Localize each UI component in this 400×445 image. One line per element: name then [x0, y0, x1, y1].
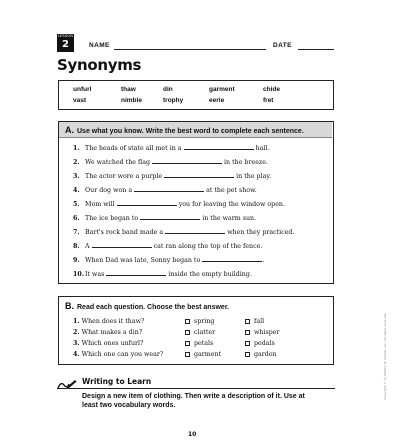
- name-label: NAME: [89, 42, 110, 49]
- pencil-writing-icon: [57, 375, 77, 387]
- word-bank-item: chide: [263, 86, 280, 93]
- side-credit: Copyright © by William H. Sadlier, Inc. All rights reserved.: [383, 312, 387, 400]
- question-item: 4. Which one can you wear?: [73, 351, 164, 358]
- section-a: [58, 121, 334, 284]
- date-label: DATE: [273, 42, 292, 49]
- word-bank-item: din: [163, 86, 173, 93]
- answer-blank[interactable]: [106, 269, 166, 276]
- word-bank-item: unfurl: [73, 86, 92, 93]
- page-title: Synonyms: [57, 56, 142, 74]
- answer-blank[interactable]: [202, 255, 262, 262]
- divider: [57, 388, 335, 389]
- checkbox[interactable]: [245, 330, 250, 335]
- sentence-item: 7. Bart's rock band made a when they practiced.: [73, 229, 295, 236]
- lesson-badge: [57, 34, 74, 52]
- writing-title: Writing to Learn: [82, 377, 152, 386]
- answer-option[interactable]: garden: [245, 351, 277, 358]
- answer-option[interactable]: clatter: [185, 329, 215, 336]
- question-item: 1. When does it thaw?: [73, 318, 145, 325]
- sentence-item: 5. Mom will you for leaving the window open.: [73, 201, 285, 208]
- question-item: 2. What makes a din?: [73, 329, 143, 336]
- word-bank-item: trophy: [163, 97, 184, 104]
- answer-blank[interactable]: [184, 143, 254, 150]
- answer-option[interactable]: fall: [245, 318, 264, 325]
- writing-prompt: Design a new item of clothing. Then write a description of it. Use at least two vocabulary words.: [82, 393, 305, 409]
- checkbox[interactable]: [245, 352, 250, 357]
- sentence-item: 8. A cat ran along the top of the fence.: [73, 243, 263, 250]
- checkbox[interactable]: [185, 330, 190, 335]
- lesson-label: LESSON: [57, 34, 74, 38]
- sentence-item: 10.It was inside the empty building.: [73, 271, 252, 278]
- answer-option[interactable]: pedals: [245, 340, 275, 347]
- answer-blank[interactable]: [117, 199, 177, 206]
- word-bank-item: thaw: [121, 86, 136, 93]
- sentence-item: 4. Our dog won a at the pet show.: [73, 187, 257, 194]
- answer-blank[interactable]: [92, 241, 152, 248]
- word-bank-item: eerie: [209, 97, 225, 104]
- answer-blank[interactable]: [140, 213, 200, 220]
- answer-blank[interactable]: [165, 227, 225, 234]
- answer-blank[interactable]: [164, 171, 234, 178]
- word-bank: [58, 80, 334, 110]
- checkbox[interactable]: [245, 319, 250, 324]
- sentence-item: 9. When Dad was late, Sonny began to .: [73, 257, 265, 264]
- sentence-item: 1. The heads of state all met in a hall.: [73, 145, 270, 152]
- lesson-number: 2: [62, 39, 69, 50]
- sentence-item: 3. The actor wore a purple in the play.: [73, 173, 272, 180]
- word-bank-item: garment: [209, 86, 235, 93]
- word-bank-item: fret: [263, 97, 274, 104]
- section-a-header: [59, 122, 332, 138]
- sentence-item: 2. We watched the flag in the breeze.: [73, 159, 268, 166]
- checkbox[interactable]: [185, 352, 190, 357]
- answer-option[interactable]: petals: [185, 340, 213, 347]
- answer-blank[interactable]: [134, 185, 204, 192]
- answer-option[interactable]: garment: [185, 351, 221, 358]
- name-field[interactable]: [114, 49, 266, 50]
- word-bank-item: nimble: [121, 97, 142, 104]
- date-field[interactable]: [298, 49, 334, 50]
- answer-option[interactable]: whisper: [245, 329, 279, 336]
- section-b-instruction: B. Read each question. Choose the best answer.: [65, 301, 230, 311]
- question-item: 3. Which ones unfurl?: [73, 340, 144, 347]
- checkbox[interactable]: [185, 319, 190, 324]
- answer-blank[interactable]: [152, 157, 222, 164]
- checkbox[interactable]: [245, 341, 250, 346]
- section-b: [58, 296, 334, 365]
- section-a-instruction: A. Use what you know. Write the best word to complete each sentence.: [65, 125, 304, 135]
- page-number: 10: [188, 431, 197, 438]
- word-bank-item: vast: [73, 97, 87, 104]
- sentence-item: 6. The ice began to in the warm sun.: [73, 215, 257, 222]
- checkbox[interactable]: [185, 341, 190, 346]
- answer-option[interactable]: spring: [185, 318, 214, 325]
